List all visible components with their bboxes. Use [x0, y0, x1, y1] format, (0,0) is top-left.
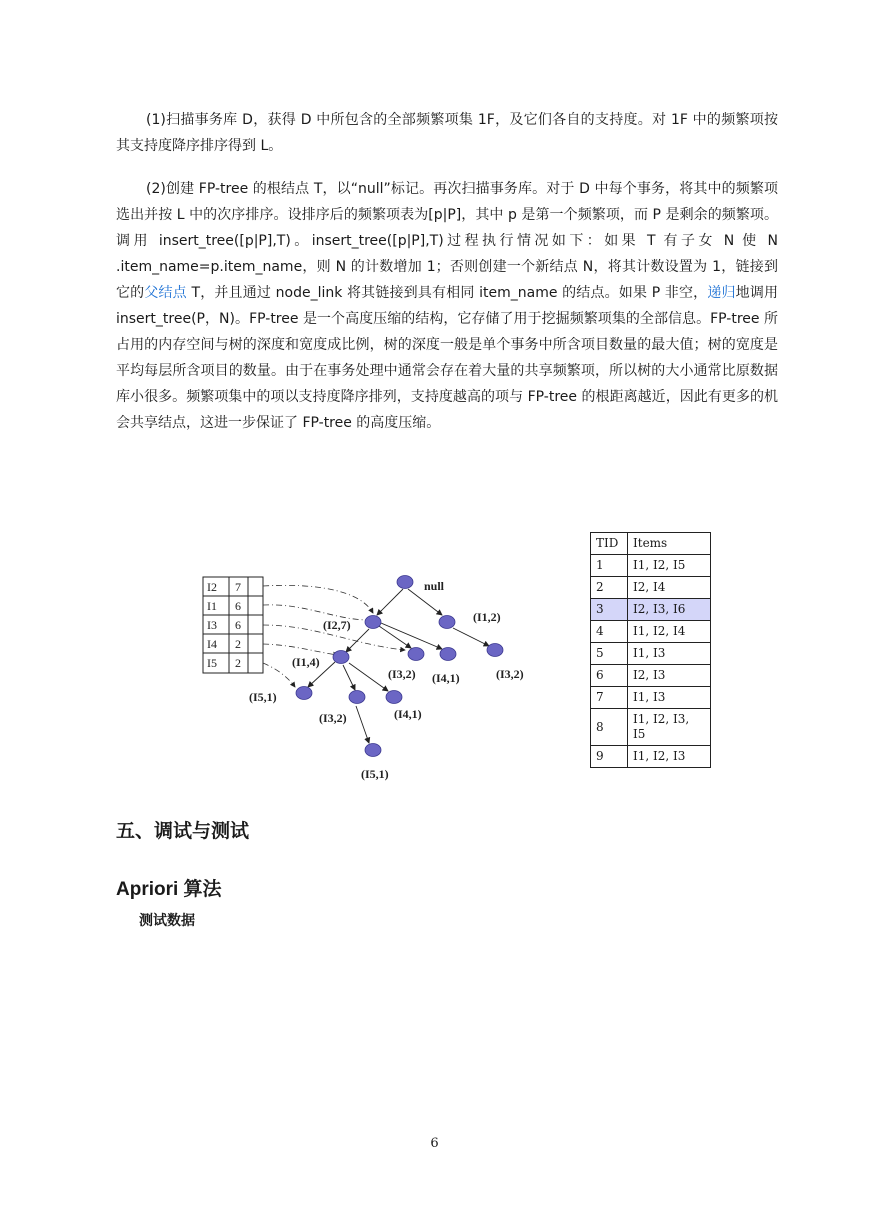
fp-tree-figure: [195, 565, 540, 787]
header-item-1: I1: [207, 599, 217, 613]
label-i5-1-a: (I5,1): [249, 690, 277, 704]
table-row-highlighted: [591, 599, 711, 621]
table-row: [591, 746, 711, 768]
table-cell-items: I1, I2, I4: [628, 621, 711, 643]
table-cell-items: I1, I3: [628, 687, 711, 709]
header-count-2: 6: [235, 618, 241, 632]
node-i1-4: [333, 651, 349, 664]
node-i1-2: [439, 616, 455, 629]
tree-nodes: [296, 576, 503, 757]
paragraph-step2: [116, 176, 778, 436]
paragraph-step1: [116, 107, 778, 159]
table-cell-tid: 7: [591, 687, 628, 709]
section-heading: 五、调试与测试: [116, 820, 250, 842]
node-i3-2-a: [408, 648, 424, 661]
header-count-0: 7: [235, 580, 241, 594]
label-i4-1-b: (I4,1): [394, 707, 422, 721]
table-cell-items: I2, I4: [628, 577, 711, 599]
transaction-table: [590, 532, 711, 768]
paragraph-step2-part3: 地调用 insert_tree(P，N)。FP-tree 是一个高度压缩的结构，它存储了用于挖掘频繁项集的全部信息。FP-tree 所占用的内存空间与树的深度和宽度成比例，树的深度一般是单个事务中所含项目数量的最大值；树的宽度是平均每层所含项目的数量。由于在事务处理中通常会存在着大量的共享频繁项，所以树的大小通常比原数据库小很多。频繁项集中的项以支持度降序排列，支持度越高的项与 FP-tree 的根距离越近，因此有更多的机会共享结点，这进一步保证了 FP-tree 的高度压缩。: [116, 285, 779, 431]
table-row: [591, 643, 711, 665]
table-header-row: [591, 533, 711, 555]
label-null: null: [424, 579, 445, 593]
table-cell-tid: 1: [591, 555, 628, 577]
node-i5-1-b: [365, 744, 381, 757]
header-count-3: 2: [235, 637, 241, 651]
label-i2-7: (I2,7): [323, 618, 351, 632]
paragraph-step1-text: (1)扫描事务库 D，获得 D 中所包含的全部频繁项集 1F，及它们各自的支持度。对 1F 中的频繁项按其支持度降序排序得到 L。: [116, 112, 778, 154]
header-item-3: I4: [207, 637, 217, 651]
label-i3-2-b: (I3,2): [496, 667, 524, 681]
table-cell-tid: 5: [591, 643, 628, 665]
subsection-heading: Apriori 算法: [116, 879, 222, 900]
label-i3-2-c: (I3,2): [319, 711, 347, 725]
table-cell-items: I2, I3: [628, 665, 711, 687]
header-count-1: 6: [235, 599, 241, 613]
table-cell-items: I1, I2, I3, I5: [628, 709, 711, 746]
label-i1-2: (I1,2): [473, 610, 501, 624]
header-item-0: I2: [207, 580, 217, 594]
table-row: [591, 665, 711, 687]
table-cell-tid: 2: [591, 577, 628, 599]
table-header-items: Items: [628, 533, 711, 555]
table-cell-tid: 3: [591, 599, 628, 621]
table-row: [591, 621, 711, 643]
table-cell-items: I2, I3, I6: [628, 599, 711, 621]
header-count-4: 2: [235, 656, 241, 670]
table-cell-tid: 9: [591, 746, 628, 768]
table-cell-items: I1, I2, I3: [628, 746, 711, 768]
page-number: 6: [430, 1136, 439, 1151]
node-i2-7: [365, 616, 381, 629]
label-i3-2-a: (I3,2): [388, 667, 416, 681]
label-i4-1-a: (I4,1): [432, 671, 460, 685]
node-i4-1-b: [386, 691, 402, 704]
header-item-4: I5: [207, 656, 217, 670]
table-row: [591, 709, 711, 746]
table-cell-tid: 4: [591, 621, 628, 643]
recursion-link[interactable]: 递归: [707, 285, 736, 301]
node-link-lines: [263, 585, 405, 687]
label-i1-4: (I1,4): [292, 655, 320, 669]
table-row: [591, 577, 711, 599]
header-item-2: I3: [207, 618, 217, 632]
table-cell-tid: 8: [591, 709, 628, 746]
header-table: [203, 577, 263, 673]
null-root-node: [397, 576, 413, 589]
table-cell-tid: 6: [591, 665, 628, 687]
label-i5-1-b: (I5,1): [361, 767, 389, 781]
table-cell-items: I1, I2, I5: [628, 555, 711, 577]
node-i4-1-a: [440, 648, 456, 661]
paragraph-step2-part2: T，并且通过 node_link 将其链接到具有相同 item_name 的结点。如果 P 非空，: [186, 285, 708, 301]
node-i5-1-a: [296, 687, 312, 700]
paragraph-step2-part1: (2)创建 FP-tree 的根结点 T，以“null”标记。再次扫描事务库。对于 D 中每个事务，将其中的频繁项选出并按 L 中的次序排序。设排序后的频繁项表为[p|P]，其中 p 是第一个频繁项，而 P 是剩余的频繁项。调用 insert_tree([p|P],T)。insert_tree([p|P],T)过程执行情况如下：如果 T 有子女 N 使 N .item_name=p.item_name，则 N 的计数增加 1；否则创建一个新结点 N，将其计数设置为 1，链接到它的: [116, 181, 778, 301]
node-i3-2-c: [349, 691, 365, 704]
subsubsection-heading: 测试数据: [139, 913, 195, 929]
table-row: [591, 555, 711, 577]
parent-node-link[interactable]: 父结点: [144, 285, 187, 301]
table-header-tid: TID: [591, 533, 628, 555]
table-row: [591, 687, 711, 709]
table-cell-items: I1, I3: [628, 643, 711, 665]
node-i3-2-b: [487, 644, 503, 657]
